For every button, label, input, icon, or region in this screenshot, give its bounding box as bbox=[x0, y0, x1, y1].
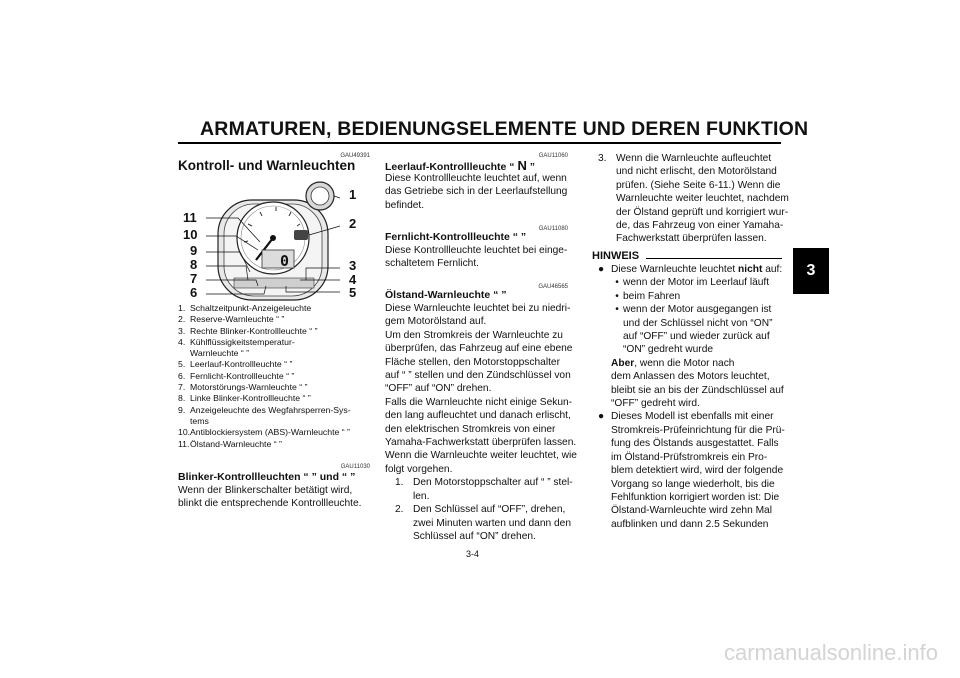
step-2: 2. Den Schlüssel auf “OFF”, drehen, zwei Minuten warten und dann den Schlüssel auf “ON” drehen. bbox=[395, 504, 572, 542]
doc-code: GAU11030 bbox=[340, 464, 370, 470]
bullet-icon: ● bbox=[598, 264, 605, 275]
step-1: 1. Den Motorstoppschalter auf “ ” stel- len. bbox=[395, 477, 573, 502]
doc-code: GAU11060 bbox=[538, 153, 568, 159]
callout-10: 10 bbox=[183, 227, 198, 242]
page-number: 3-4 bbox=[466, 549, 480, 559]
legend: 1. Schaltzeitpunkt-Anzeigeleuchte 2. Reserve-Warnleuchte “ ” 3. Rechte Blinker-Kontrollleuchte “ ” 4. Kühlflüssigkeitstemperatur- Warnleuchte “ ” 5. Leerlauf-Kontrollleuchte “ ” 6. Fernlicht-Kontrollleuchte “ ” 7. Motorstörungs-Warnleuchte “ ” 8. Linke Blinker-Kontrollleuchte “ ” 9. Anzeigeleuchte des Wegfahrsperren-Sys- tems 10. Antiblockiersystem (ABS)-Warnleuchte “ ” 11. Ölstand-Warnleuchte “ ” bbox=[178, 303, 351, 449]
doc-code: GAU49391 bbox=[340, 153, 370, 159]
callout-7: 7 bbox=[190, 271, 198, 286]
hinweis-label: HINWEIS bbox=[592, 250, 640, 262]
oelstand-heading: Ölstand-Warnleuchte “ ” bbox=[385, 289, 507, 301]
hinweis-body: ● Diese Warnleuchte leuchtet nicht auf: • wenn der Motor im Leerlauf läuft • beim Fahren • wenn der Motor ausgegangen ist und der Schlüssel nicht von “ON” auf “OFF” und wieder zurück auf “ON” gedreht wurde Aber, wenn die Motor nach dem Anlassen des Motors leuchtet, bleibt sie an bis der Zündschlüssel auf “OFF” gedreht wird. ● Dieses Modell ist ebenfalls mit einer Stromkreis-Prüfeinrichtung für die Prü- fung des Ölstands ausgestattet. Falls im Ölstand-Prüfstromkreis ein Pro- blem detektiert wird, wird der folgende Vorgang so lange wiederholt, bis die Fehlfunktion korrigiert worden ist: Die Ölstand-Warnleuchte wird zehn Mal aufblinken und dann 2.5 Sekunden bbox=[598, 264, 785, 530]
leerlauf-text: Diese Kontrollleuchte leuchtet auf, wenn das Getriebe sich in der Leerlaufstellung befindet. bbox=[385, 173, 568, 211]
callout-5: 5 bbox=[349, 285, 357, 300]
callout-1: 1 bbox=[349, 187, 357, 202]
footer-watermark: carmanualsonline.info bbox=[723, 640, 938, 665]
callout-4: 4 bbox=[349, 272, 357, 287]
instrument-cluster-diagram bbox=[178, 180, 373, 302]
hinweis-rule bbox=[646, 258, 782, 259]
callout-11: 11 bbox=[183, 210, 197, 225]
leerlauf-heading: Leerlauf-Kontrollleuchte “ N ” bbox=[385, 158, 535, 173]
section-title: Kontroll- und Warnleuchten bbox=[178, 158, 356, 173]
doc-code: GAU46565 bbox=[538, 284, 568, 290]
callout-6: 6 bbox=[190, 285, 198, 300]
neutral-n-icon: N bbox=[517, 158, 527, 173]
callout-8: 8 bbox=[190, 257, 198, 272]
lcd-gear-display: 0 bbox=[280, 252, 290, 270]
doc-code: GAU11080 bbox=[538, 226, 568, 232]
page-title: ARMATUREN, BEDIENUNGSELEMENTE UND DEREN FUNKTION bbox=[200, 118, 809, 140]
chapter-tab: 3 bbox=[793, 248, 829, 294]
fernlicht-text: Diese Kontrollleuchte leuchtet bei einge- schaltetem Fernlicht. bbox=[385, 245, 568, 270]
fernlicht-heading: Fernlicht-Kontrollleuchte “ ” bbox=[385, 231, 527, 243]
step-3: 3. Wenn die Warnleuchte aufleuchtet und nicht erlischt, den Motorölstand prüfen. (Siehe Seite 6-11.) Wenn die Warnleuchte weiter leuchtet, nachdem der Ölstand geprüft und korrigiert wur- de, das Fahrzeug von einer Yamaha- Fachwerkstatt überprüfen lassen. bbox=[598, 153, 789, 245]
oelstand-text: Diese Warnleuchte leuchtet bei zu niedri- gem Motorölstand auf. Um den Stromkreis der Warnleuchte zu überprüfen, das Fahrzeug auf eine ebene Fläche stellen, den Motorstoppschalter auf “ ” stellen und den Zündschlüssel von “OFF” auf “ON” drehen. Falls die Warnleuchte nicht einige Sekun- den lang aufleuchtet und danach erlischt, den elektrischen Stromkreis von einer Yamaha-Fachwerkstatt überprüfen lassen. Wenn die Warnleuchte weiter leuchtet, wie folgt vorgehen. 1. Den Motorstoppschalter auf “ ” stel- len. 2. Den Schlüssel auf “OFF”, drehen, zwei Minuten warten und dann den Schlüssel auf “ON” drehen. bbox=[385, 303, 577, 542]
blinker-text: Wenn der Blinkerschalter betätigt wird, blinkt die entsprechende Kontrollleuchte. bbox=[178, 485, 362, 510]
callout-2: 2 bbox=[349, 216, 357, 231]
blinker-heading: Blinker-Kontrollleuchten “ ” und “ ” bbox=[178, 471, 356, 483]
callout-3: 3 bbox=[349, 258, 357, 273]
bullet-icon: ● bbox=[598, 411, 605, 423]
callout-9: 9 bbox=[190, 243, 198, 258]
header-rule bbox=[178, 142, 781, 144]
